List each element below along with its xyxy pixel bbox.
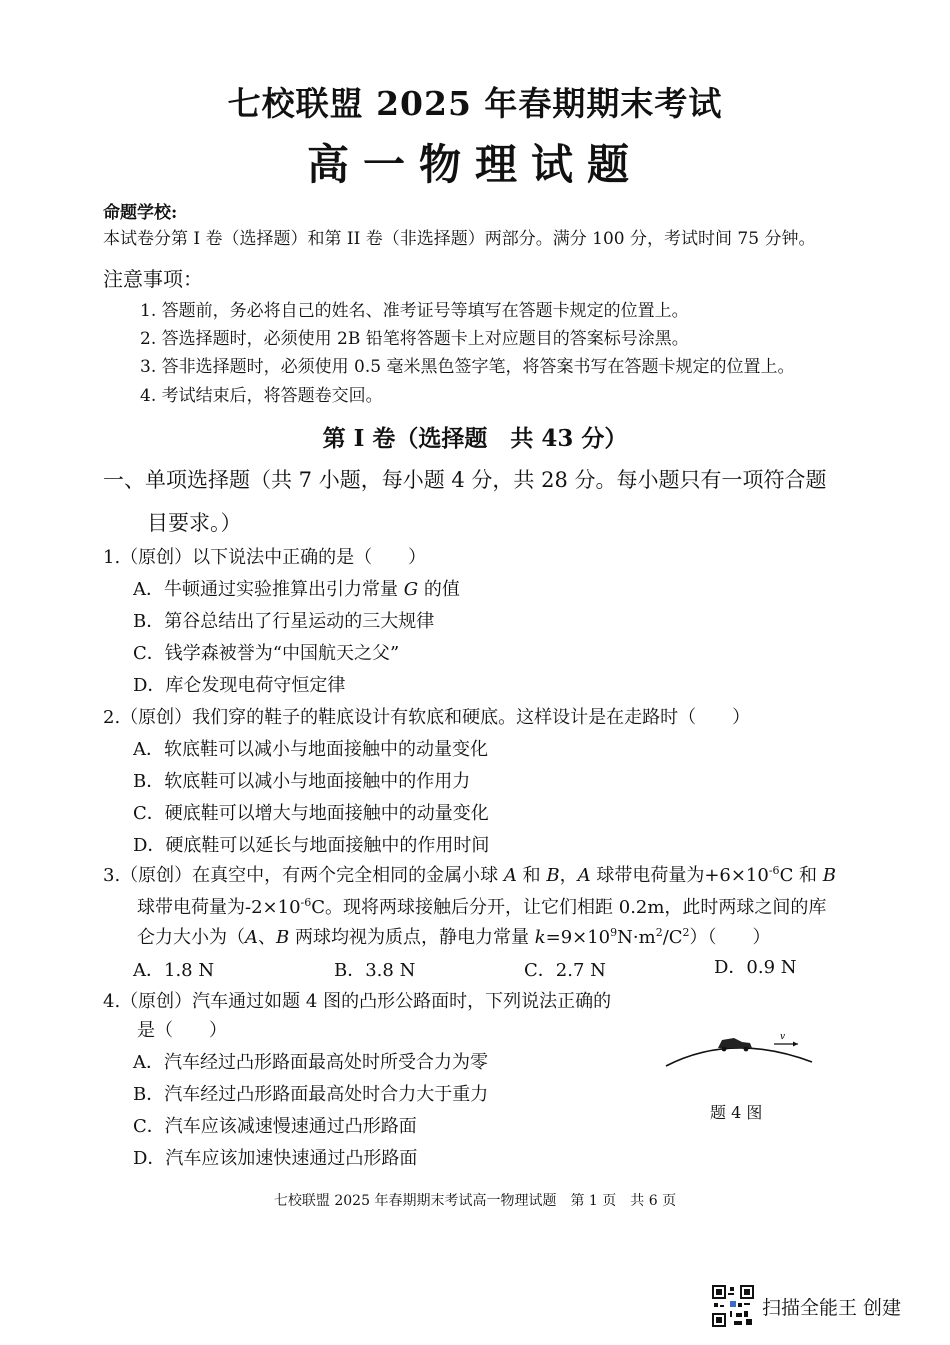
convex-road-figure	[662, 1026, 822, 1076]
question-4-option-d: D．汽车应该加速快速通过凸形路面	[133, 1148, 418, 1169]
question-4-option-b: B．汽车经过凸形路面最高处时合力大于重力	[133, 1084, 489, 1105]
velocity-label: v	[780, 1032, 786, 1042]
question-2-stem: 2.（原创）我们穿的鞋子的鞋底设计有软底和硬底。这样设计是在走路时（ ）	[103, 707, 751, 728]
notice-item: 1. 答题前，务必将自己的姓名、准考证号等填写在答题卡规定的位置上。	[140, 301, 689, 321]
question-2-option-a: A．软底鞋可以减小与地面接触中的动量变化	[133, 739, 488, 760]
question-3-option-d: D．0.9 N	[714, 957, 797, 978]
question-2-option-c: C．硬底鞋可以增大与地面接触中的动量变化	[133, 803, 489, 824]
question-4-option-a: A．汽车经过凸形路面最高处时所受合力为零	[133, 1052, 488, 1073]
notice-item: 3. 答非选择题时，必须使用 0.5 毫米黑色签字笔，将答案书写在答题卡规定的位置上。	[140, 357, 795, 377]
question-4-stem-line1: 4.（原创）汽车通过如题 4 图的凸形公路面时，下列说法正确的	[103, 991, 612, 1012]
exam-subject-title: 高一物理试题	[306, 140, 643, 189]
notice-item: 2. 答选择题时，必须使用 2B 铅笔将答题卡上对应题目的答案标号涂黑。	[140, 329, 689, 349]
question-2-option-d: D．硬底鞋可以延长与地面接触中的作用时间	[133, 835, 490, 856]
question-2-option-b: B．软底鞋可以减小与地面接触中的作用力	[133, 771, 471, 792]
part-instructions-cont: 目要求。）	[147, 511, 242, 535]
question-3-stem-line2: 球带电荷量为$-2\times 10^{-6}C$。现将两球接触后分开，让它们相距 0.2m，此时两球之间的库	[137, 896, 827, 918]
convex-road-curve	[666, 1048, 812, 1066]
section-heading: 第 I 卷（选择题 共 43 分）	[322, 425, 628, 452]
question-3-option-b: B．3.8 N	[334, 960, 416, 981]
notice-heading: 注意事项：	[103, 267, 203, 291]
velocity-arrow	[774, 1042, 798, 1047]
exam-title: 七校联盟 2025 年春期期末考试	[227, 84, 723, 123]
question-3-stem-line3: 仑力大小为（A、B 两球均视为质点，静电力常量 $k=9\times 10^9N\cdot m^2/C^2$）（ ）	[137, 926, 771, 948]
car-icon	[718, 1038, 752, 1051]
question-4-stem-line2: 是（ ）	[137, 1020, 227, 1041]
question-1-option-a: A．牛顿通过实验推算出引力常量 G 的值	[133, 579, 460, 600]
notice-item: 4. 考试结束后，将答题卷交回。	[140, 386, 383, 406]
page-footer: 七校联盟 2025 年春期期末考试高一物理试题 第 1 页 共 6 页	[273, 1193, 677, 1209]
question-1-stem: 1.（原创）以下说法中正确的是（ ）	[103, 547, 427, 568]
question-3-option-c: C．2.7 N	[524, 960, 606, 981]
question-1-option-c: C．钱学森被誉为“中国航天之父”	[133, 643, 400, 664]
question-1-option-d: D．库仑发现电荷守恒定律	[133, 675, 346, 696]
scanner-watermark: 扫描全能王 创建	[762, 1297, 902, 1319]
figure-caption: 题 4 图	[710, 1103, 763, 1122]
question-4-option-c: C．汽车应该减速慢速通过凸形路面	[133, 1116, 417, 1137]
part-instructions: 一、单项选择题（共 7 小题，每小题 4 分，共 28 分。每小题只有一项符合题	[103, 468, 827, 492]
qr-code-icon	[712, 1285, 754, 1327]
question-1-option-b: B．第谷总结出了行星运动的三大规律	[133, 611, 435, 632]
school-label: 命题学校:	[103, 203, 178, 223]
question-3-stem-line1: 3.（原创）在真空中，有两个完全相同的金属小球 A 和 B，A 球带电荷量为$+6\times 10^{-6}C$ 和 B	[103, 864, 837, 886]
question-3-option-a: A．1.8 N	[133, 960, 215, 981]
exam-intro: 本试卷分第 I 卷（选择题）和第 II 卷（非选择题）两部分。满分 100 分，考试时间 75 分钟。	[103, 229, 816, 249]
